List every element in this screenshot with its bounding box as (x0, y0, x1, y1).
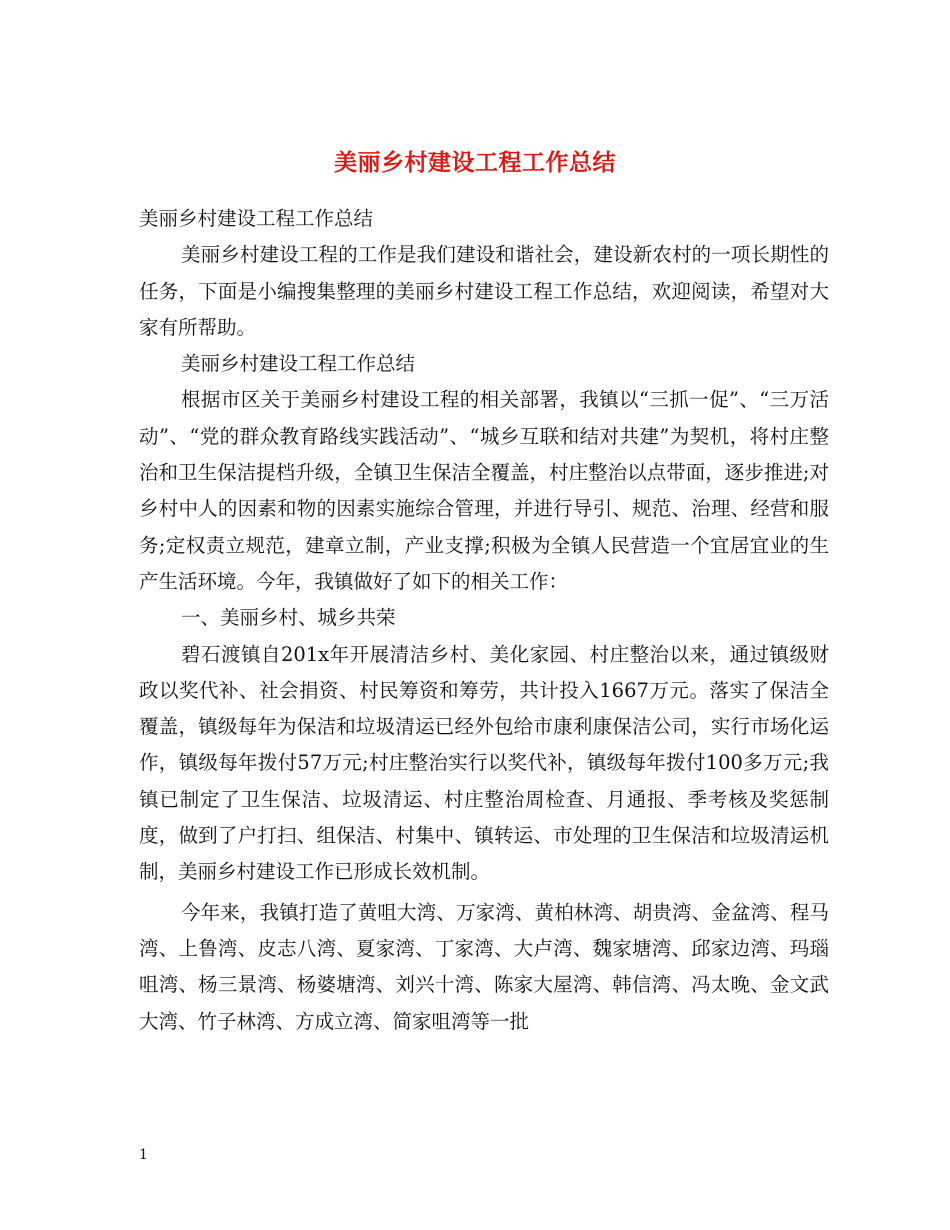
page-number: 1 (139, 1147, 148, 1163)
paragraph-heading: 美丽乡村建设工程工作总结 (181, 352, 416, 376)
paragraph-section-1: 碧石渡镇自201x年开展清洁乡村、美化家园、村庄整治以来，通过镇级财政以奖代补、社会捐资、村民筹资和筹劳，共计投入1667万元。落实了保洁全覆盖，镇级每年为保洁和垃圾清运已经外包给市康利康保洁公司，实行市场化运作，镇级每年拨付57万元;村庄整治实行以奖代补，镇级每年拨付100多万元;我镇已制定了卫生保洁、垃圾清运、村庄整治周检查、月通报、季考核及奖惩制度，做到了户打扫、组保洁、村集中、镇转运、市处理的卫生保洁和垃圾清运机制，美丽乡村建设工作已形成长效机制。 (139, 642, 829, 884)
document-body (139, 201, 829, 1040)
paragraph-intro: 美丽乡村建设工程的工作是我们建设和谐社会，建设新农村的一项长期性的任务，下面是小编搜集整理的美丽乡村建设工程工作总结，欢迎阅读，希望对大家有所帮助。 (139, 243, 829, 339)
document-subtitle: 美丽乡村建设工程工作总结 (139, 207, 374, 230)
paragraph-villages: 今年来，我镇打造了黄咀大湾、万家湾、黄柏林湾、胡贵湾、金盆湾、程马湾、上鲁湾、皮志八湾、夏家湾、丁家湾、大卢湾、魏家塘湾、邱家边湾、玛瑙咀湾、杨三景湾、杨婆塘湾、刘兴十湾、陈家大屋湾、韩信湾、冯太晚、金文武大湾、竹子林湾、方成立湾、简家咀湾等一批 (139, 900, 829, 1033)
document-title: 美丽乡村建设工程工作总结 (334, 149, 616, 177)
paragraph-overview: 根据市区关于美丽乡村建设工程的相关部署，我镇以“三抓一促”、“三万活动”、“党的群众教育路线实践活动”、“城乡互联和结对共建”为契机，将村庄整治和卫生保洁提档升级，全镇卫生保洁全覆盖，村庄整治以点带面，逐步推进;对乡村中人的因素和物的因素实施综合管理，并进行导引、规范、治理、经营和服务;定权责立规范，建章立制，产业支撑;积极为全镇人民营造一个宜居宜业的生产生活环境。今年，我镇做好了如下的相关工作： (139, 388, 829, 593)
section-heading-1: 一、美丽乡村、城乡共荣 (181, 606, 396, 630)
